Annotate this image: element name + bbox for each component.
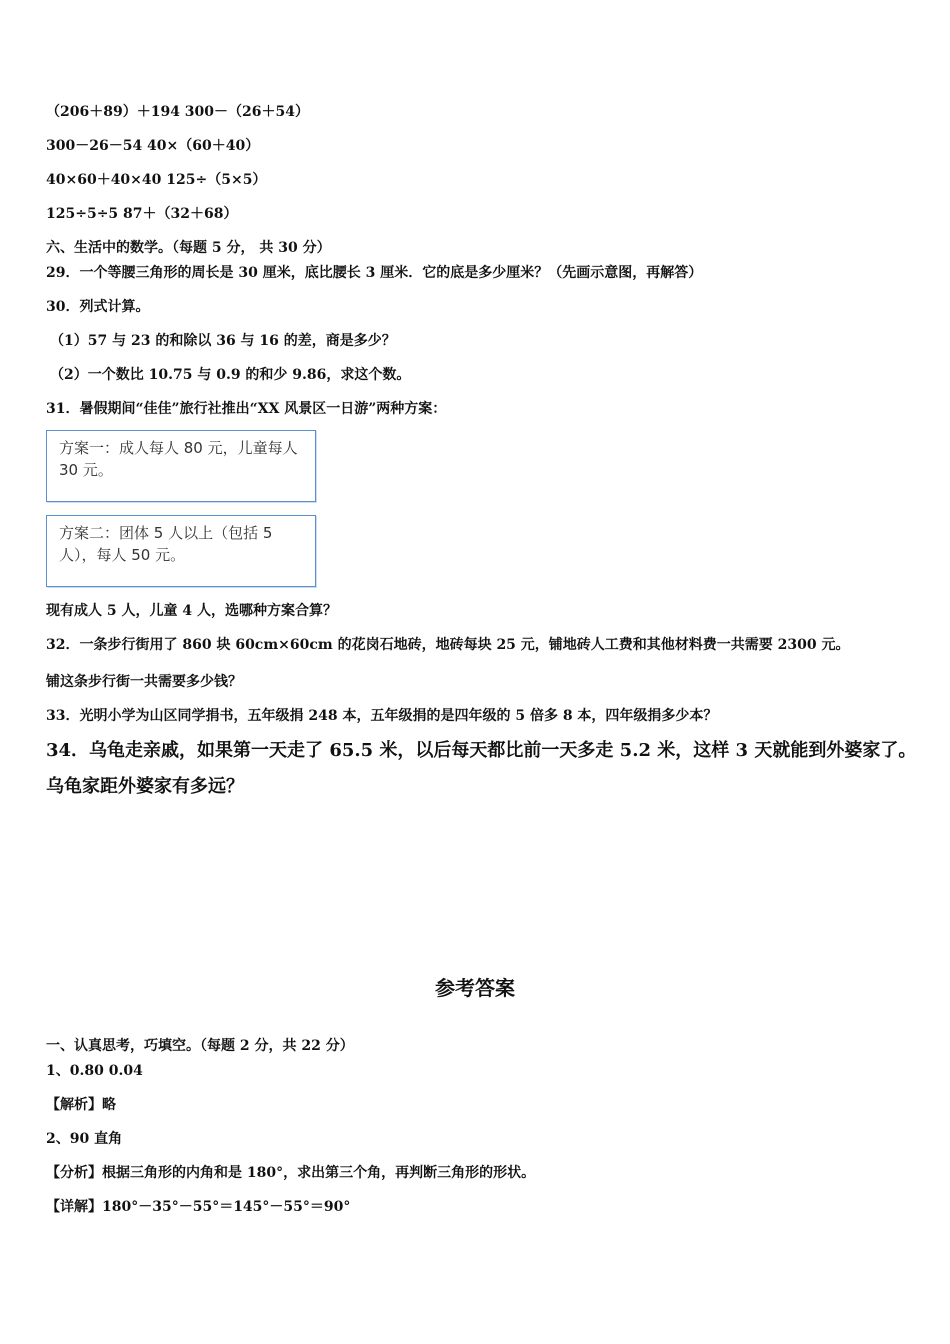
question-32-line-1: 32．一条步行街用了 860 块 60cm×60cm 的花岗石地砖，地砖每块 25 元，铺地砖人工费和其他材料费一共需要 2300 元。 xyxy=(46,637,850,653)
calc-line-4: 125÷5÷5 87＋（32＋68） xyxy=(46,206,238,222)
question-30-part-1: （1）57 与 23 的和除以 36 与 16 的差，商是多少？ xyxy=(50,333,396,349)
question-31-question: 现有成人 5 人，儿童 4 人，选哪种方案合算？ xyxy=(46,603,337,619)
answers-section-1: 一、认真思考，巧填空。（每题 2 分，共 22 分） xyxy=(46,1038,354,1054)
answer-1: 1、0.80 0.04 xyxy=(46,1063,143,1079)
question-34-line-2: 乌龟家距外婆家有多远？ xyxy=(46,776,244,797)
question-29: 29．一个等腰三角形的周长是 30 厘米，底比腰长 3 厘米．它的底是多少厘米？（先画示意图，再解答） xyxy=(46,265,703,281)
question-34-line-1: 34．乌龟走亲戚，如果第一天走了 65.5 米，以后每天都比前一天多走 5.2 米，这样 3 天就能到外婆家了。 xyxy=(46,740,917,761)
calc-line-2: 300－26－54 40×（60＋40） xyxy=(46,138,260,154)
question-30-title: 30．列式计算。 xyxy=(46,299,150,315)
answer-1-analysis: 【解析】略 xyxy=(46,1097,116,1113)
section-6-title: 六、生活中的数学。（每题 5 分， 共 30 分） xyxy=(46,240,331,256)
calc-line-3: 40×60＋40×40 125÷（5×5） xyxy=(46,172,267,188)
question-32-line-2: 铺这条步行街一共需要多少钱？ xyxy=(46,674,242,690)
answer-2-detail: 【详解】180°－35°－55°＝145°－55°＝90° xyxy=(46,1199,351,1215)
question-33: 33．光明小学为山区同学捐书，五年级捐 248 本，五年级捐的是四年级的 5 倍多 8 本，四年级捐多少本？ xyxy=(46,708,718,724)
plan-2-text: 方案二：团体 5 人以上（包括 5 人），每人 50 元。 xyxy=(59,524,273,564)
plan-2-box xyxy=(46,515,316,587)
plan-1-box xyxy=(46,430,316,502)
answers-heading: 参考答案 xyxy=(435,976,515,1000)
answer-2: 2、90 直角 xyxy=(46,1131,123,1147)
question-30-part-2: （2）一个数比 10.75 与 0.9 的和少 9.86，求这个数。 xyxy=(50,367,411,383)
plan-1-text: 方案一：成人每人 80 元，儿童每人 30 元。 xyxy=(59,439,298,479)
calc-line-1: （206＋89）＋194 300－（26＋54） xyxy=(46,104,309,120)
answer-2-analysis: 【分析】根据三角形的内角和是 180°，求出第三个角，再判断三角形的形状。 xyxy=(46,1165,536,1181)
question-31-title: 31．暑假期间“佳佳”旅行社推出“XX 风景区一日游”两种方案： xyxy=(46,401,447,417)
